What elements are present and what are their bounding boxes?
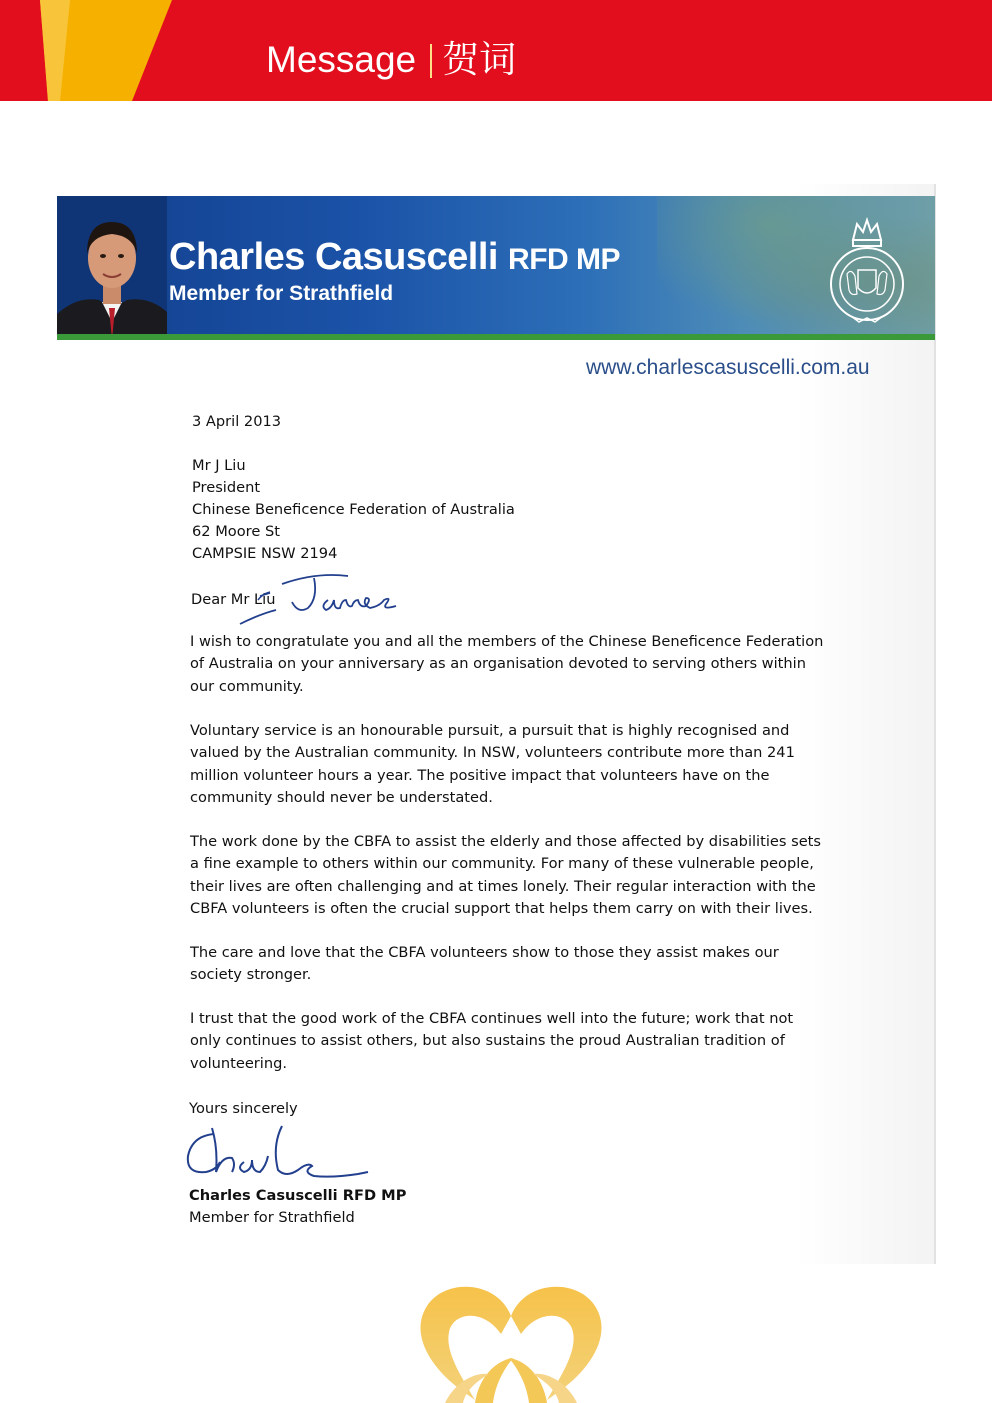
paragraph-line: The work done by the CBFA to assist the elderly and those affected by disabilities sets — [190, 833, 822, 850]
paragraph-line: CBFA volunteers is often the crucial support that helps them carry on with their lives. — [190, 899, 813, 917]
paragraph-line: volunteering. — [190, 1054, 288, 1072]
portrait-photo — [57, 196, 167, 340]
paragraph-line: community should never be understated. — [190, 788, 493, 806]
address-line: Chinese Beneficence Federation of Australia — [192, 501, 515, 518]
letterhead-name — [169, 236, 620, 279]
letter-date: 3 April 2013 — [192, 413, 282, 430]
paragraph-line: valued by the Australian community. In NSW, volunteers contribute more than 241 — [190, 744, 795, 762]
paragraph-line: society stronger. — [190, 966, 312, 984]
parliament-crest-icon — [827, 206, 907, 330]
paragraph-line: of Australia on your anniversary as an organisation devoted to serving others within — [190, 655, 806, 673]
banner-green-rule — [57, 334, 935, 340]
letter-closing: Yours sincerely — [189, 1100, 298, 1117]
paragraph-line: their lives are often challenging and at times lonely. Their regular interaction with the — [190, 877, 816, 895]
paragraph-line: I wish to congratulate you and all the members of the Chinese Beneficence Federation — [190, 633, 824, 650]
recipient-address — [192, 455, 515, 565]
letter-paragraph-3 — [190, 831, 830, 920]
letter-paragraph-5 — [190, 1008, 830, 1075]
letter-paragraph-2 — [190, 720, 830, 809]
paper-edge — [934, 184, 936, 1264]
letterhead-role: Member for Strathfield — [169, 282, 394, 305]
header-stripe-graphic — [0, 0, 180, 101]
signatory-role: Member for Strathfield — [189, 1209, 355, 1226]
page-title-zh: 贺词 — [442, 39, 517, 80]
paragraph-line: million volunteer hours a year. The positive impact that volunteers have on the — [190, 766, 770, 784]
address-line: President — [192, 479, 261, 496]
address-line: CAMPSIE NSW 2194 — [192, 545, 338, 562]
salutation: Dear Mr Liu — [191, 591, 276, 608]
paragraph-line: Voluntary service is an honourable pursuit, a pursuit that is highly recognised and — [190, 722, 790, 739]
letterhead-postnominals: RFD MP — [508, 243, 621, 276]
paragraph-line: I trust that the good work of the CBFA continues well into the future; work that not — [190, 1010, 794, 1027]
paragraph-line: The care and love that the CBFA volunteers show to those they assist makes our — [190, 944, 779, 961]
address-line: 62 Moore St — [192, 523, 280, 540]
letter-paragraph-1 — [190, 631, 830, 698]
letterhead-banner — [57, 196, 935, 340]
heart-logo-icon — [405, 1272, 617, 1403]
header-band — [0, 0, 992, 101]
paragraph-line: a fine example to others within our community. For many of these vulnerable people, — [190, 855, 814, 873]
letter-paragraph-4 — [190, 942, 830, 987]
signatory-name: Charles Casuscelli RFD MP — [189, 1187, 407, 1204]
letterhead-name-main: Charles Casuscelli — [169, 236, 498, 278]
page-title — [266, 38, 516, 82]
website-url: www.charlescasuscelli.com.au — [586, 356, 870, 379]
handwritten-salutation-james — [236, 570, 406, 626]
title-separator — [430, 44, 432, 78]
page-title-en: Message — [266, 39, 417, 80]
handwritten-signature — [182, 1122, 382, 1192]
paragraph-line: only continues to assist others, but also sustains the proud Australian tradition of — [190, 1032, 785, 1050]
paragraph-line: our community. — [190, 677, 304, 695]
address-line: Mr J Liu — [192, 457, 246, 474]
